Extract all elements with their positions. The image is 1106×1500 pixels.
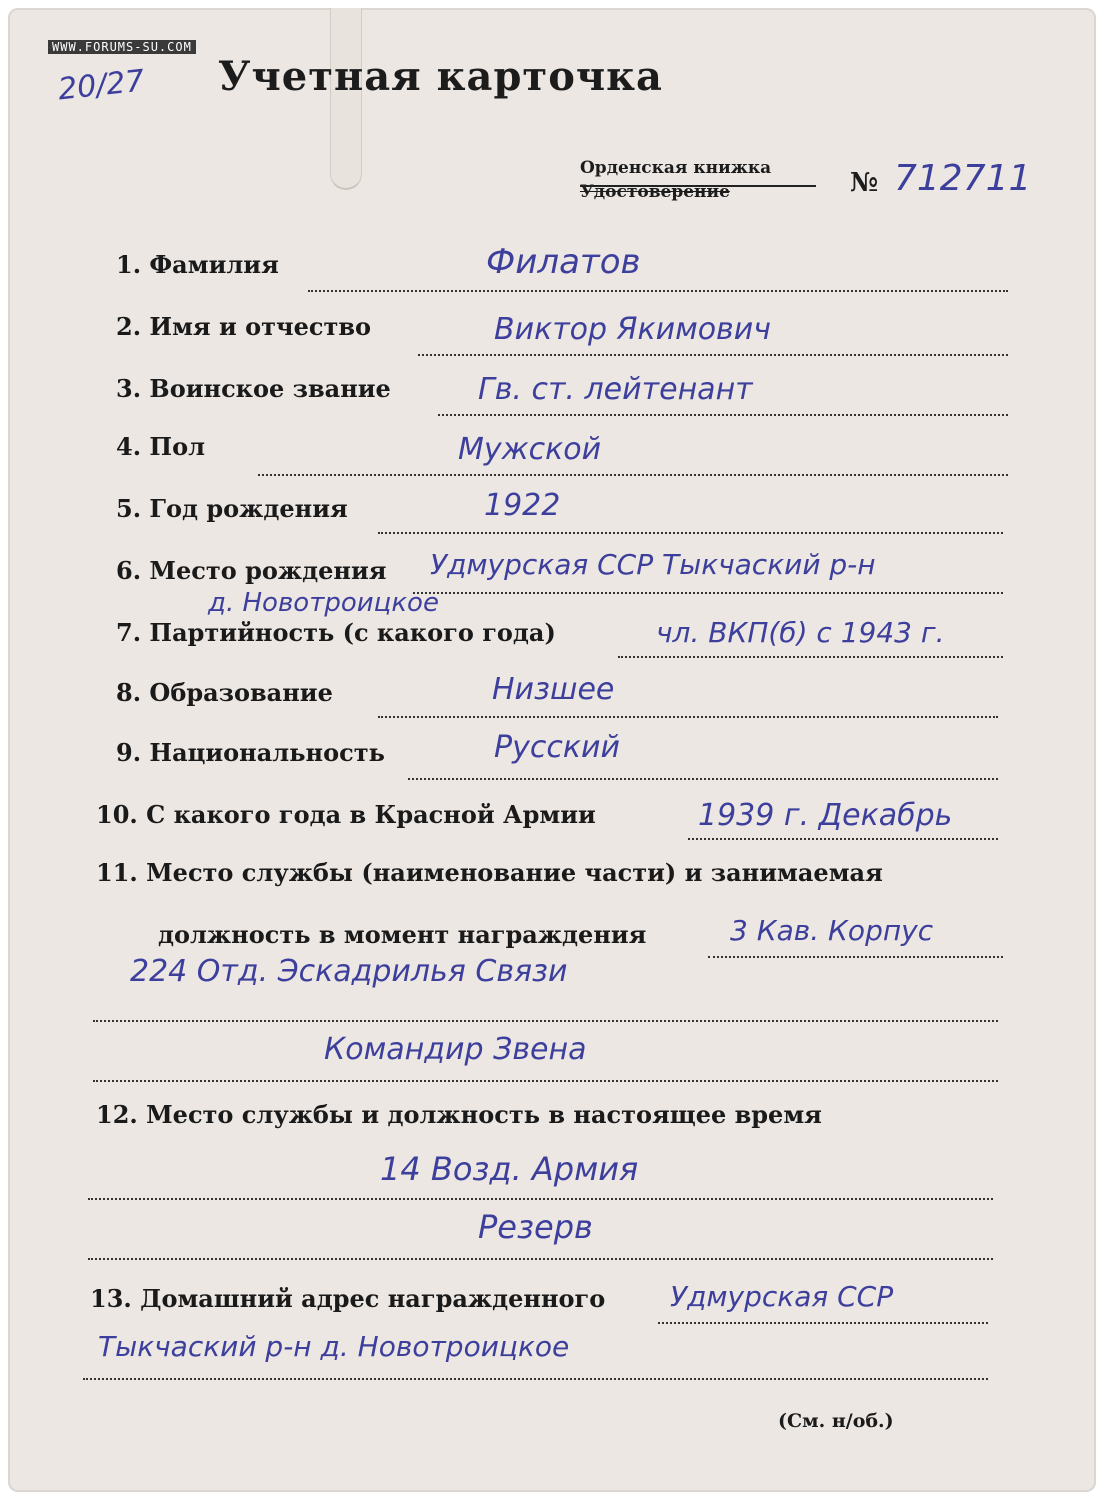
field-home-address-label: 13. Домашний адрес награжденного <box>90 1284 606 1313</box>
field-education-value: Низшее <box>492 672 615 707</box>
see-reverse-note: (См. н/об.) <box>778 1410 894 1432</box>
field-army-since-line <box>688 838 998 840</box>
field-rank-value: Гв. ст. лейтенант <box>478 372 753 407</box>
field-name-line <box>418 354 1008 356</box>
document-type <box>580 156 771 204</box>
field-nationality-line <box>408 778 998 780</box>
document-type-certificate-struck: Удостоверение <box>580 182 730 202</box>
field-sex-line <box>258 474 1008 476</box>
field-army-since-value: 1939 г. Декабрь <box>698 798 953 833</box>
field-current-service-value1: 14 Возд. Армия <box>380 1150 639 1188</box>
field-current-service-label: 12. Место службы и должность в настоящее время <box>96 1100 822 1129</box>
field-birthplace-value: Удмурская ССР Тыкчаский р-н <box>430 548 876 581</box>
field-sex-value: Мужской <box>458 432 602 467</box>
field-nationality-label: 9. Национальность <box>116 738 385 767</box>
field-service-at-award-line1 <box>708 956 1003 958</box>
field-service-at-award-label: 11. Место службы (наименование части) и занимаемая <box>96 858 883 887</box>
card-title: Учетная карточка <box>218 53 663 100</box>
field-service-at-award-line3 <box>93 1080 998 1082</box>
field-service-at-award-label-line2: должность в момент награждения <box>158 920 647 949</box>
handwritten-reference: 20/27 <box>56 63 147 108</box>
field-rank-label: 3. Воинское звание <box>116 374 391 403</box>
field-home-address-value2: Тыкчаский р-н д. Новотроицкое <box>98 1330 570 1363</box>
field-home-address-line1 <box>658 1322 988 1324</box>
field-birthplace-value-line2: д. Новотроицкое <box>208 588 439 618</box>
field-birthplace-line <box>413 592 1003 594</box>
field-current-service-value2: Резерв <box>478 1208 593 1246</box>
field-home-address-line2 <box>83 1378 988 1380</box>
field-rank-line <box>438 414 1008 416</box>
field-education-label: 8. Образование <box>116 678 333 707</box>
field-sex-label: 4. Пол <box>116 432 206 461</box>
field-service-at-award-value1: 3 Кав. Корпус <box>730 914 934 947</box>
field-education-line <box>378 716 998 718</box>
field-birthplace-label: 6. Место рождения <box>116 556 387 585</box>
field-nationality-value: Русский <box>494 730 620 765</box>
document-type-divider <box>580 185 816 187</box>
field-service-at-award-value2: 224 Отд. Эскадрилья Связи <box>130 954 568 989</box>
field-current-service-line1 <box>88 1198 993 1200</box>
award-record-card <box>8 8 1096 1492</box>
field-service-at-award-line2 <box>93 1020 998 1022</box>
field-party-label: 7. Партийность (с какого года) <box>116 618 556 647</box>
field-home-address-value1: Удмурская ССР <box>670 1280 894 1313</box>
field-name-label: 2. Имя и отчество <box>116 312 372 341</box>
field-current-service-line2 <box>88 1258 993 1260</box>
document-number: 712711 <box>894 158 1032 199</box>
field-surname-line <box>308 290 1008 292</box>
field-service-at-award-value3: Командир Звена <box>324 1032 587 1067</box>
document-type-order-book: Орденская книжка <box>580 158 772 178</box>
field-party-line <box>618 656 1003 658</box>
field-surname-value: Филатов <box>486 242 641 282</box>
number-sign: № <box>850 168 879 198</box>
field-surname-label: 1. Фамилия <box>116 250 279 279</box>
field-birth-year-line <box>378 532 1003 534</box>
watermark: WWW.FORUMS-SU.COM <box>48 40 196 54</box>
field-party-value: чл. ВКП(б) с 1943 г. <box>656 616 945 649</box>
field-name-value: Виктор Якимович <box>494 312 771 347</box>
field-army-since-label: 10. С какого года в Красной Армии <box>96 800 596 829</box>
field-birth-year-label: 5. Год рождения <box>116 494 348 523</box>
field-birth-year-value: 1922 <box>484 488 561 523</box>
